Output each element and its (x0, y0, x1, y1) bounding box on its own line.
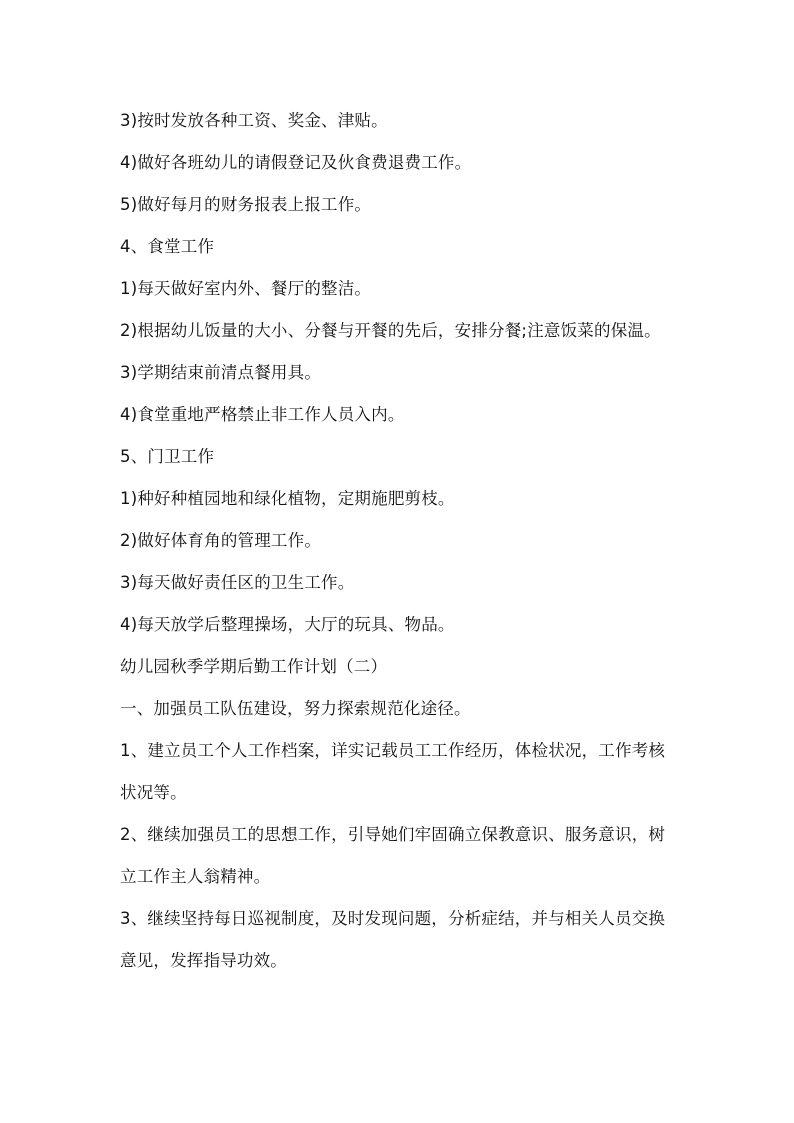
paragraph-area-hygiene: 3)每天做好责任区的卫生工作。 (120, 573, 355, 592)
paragraph-tableware-check: 3)学期结束前清点餐用具。 (120, 363, 322, 382)
document-subtitle: 幼儿园秋季学期后勤工作计划（二） (120, 657, 388, 676)
paragraph-canteen-access: 4)食堂重地严格禁止非工作人员入内。 (120, 405, 405, 424)
section-heading-canteen: 4、食堂工作 (120, 237, 215, 256)
paragraph-meal-distribution: 2)根据幼儿饭量的大小、分餐与开餐的先后，安排分餐;注意饭菜的保温。 (120, 321, 661, 340)
document-body (120, 100, 676, 982)
paragraph-planting: 1)种好种植园地和绿化植物，定期施肥剪枝。 (120, 489, 455, 508)
section-heading-gatekeeper: 5、门卫工作 (120, 447, 215, 466)
paragraph-staff-files: 1、建立员工个人工作档案，详实记载员工工作经历，体检状况，工作考核状况等。 (120, 741, 666, 802)
paragraph-sports-corner: 2)做好体育角的管理工作。 (120, 531, 322, 550)
paragraph-playground-tidy: 4)每天放学后整理操场，大厅的玩具、物品。 (120, 615, 455, 634)
paragraph-daily-inspection: 3、继续坚持每日巡视制度，及时发现问题，分析症结，并与相关人员交换意见，发挥指导功效。 (120, 909, 666, 970)
paragraph-leave-registration: 4)做好各班幼儿的请假登记及伙食费退费工作。 (120, 153, 472, 172)
paragraph-staff-ideology: 2、继续加强员工的思想工作，引导她们牢固确立保教意识、服务意识，树立工作主人翁精神。 (120, 825, 666, 886)
paragraph-salary: 3)按时发放各种工资、奖金、津贴。 (120, 111, 388, 130)
section-heading-staff-building: 一、加强员工队伍建设，努力探索规范化途径。 (120, 699, 471, 718)
paragraph-canteen-cleaning: 1)每天做好室内外、餐厅的整洁。 (120, 279, 372, 298)
paragraph-financial-report: 5)做好每月的财务报表上报工作。 (120, 195, 372, 214)
